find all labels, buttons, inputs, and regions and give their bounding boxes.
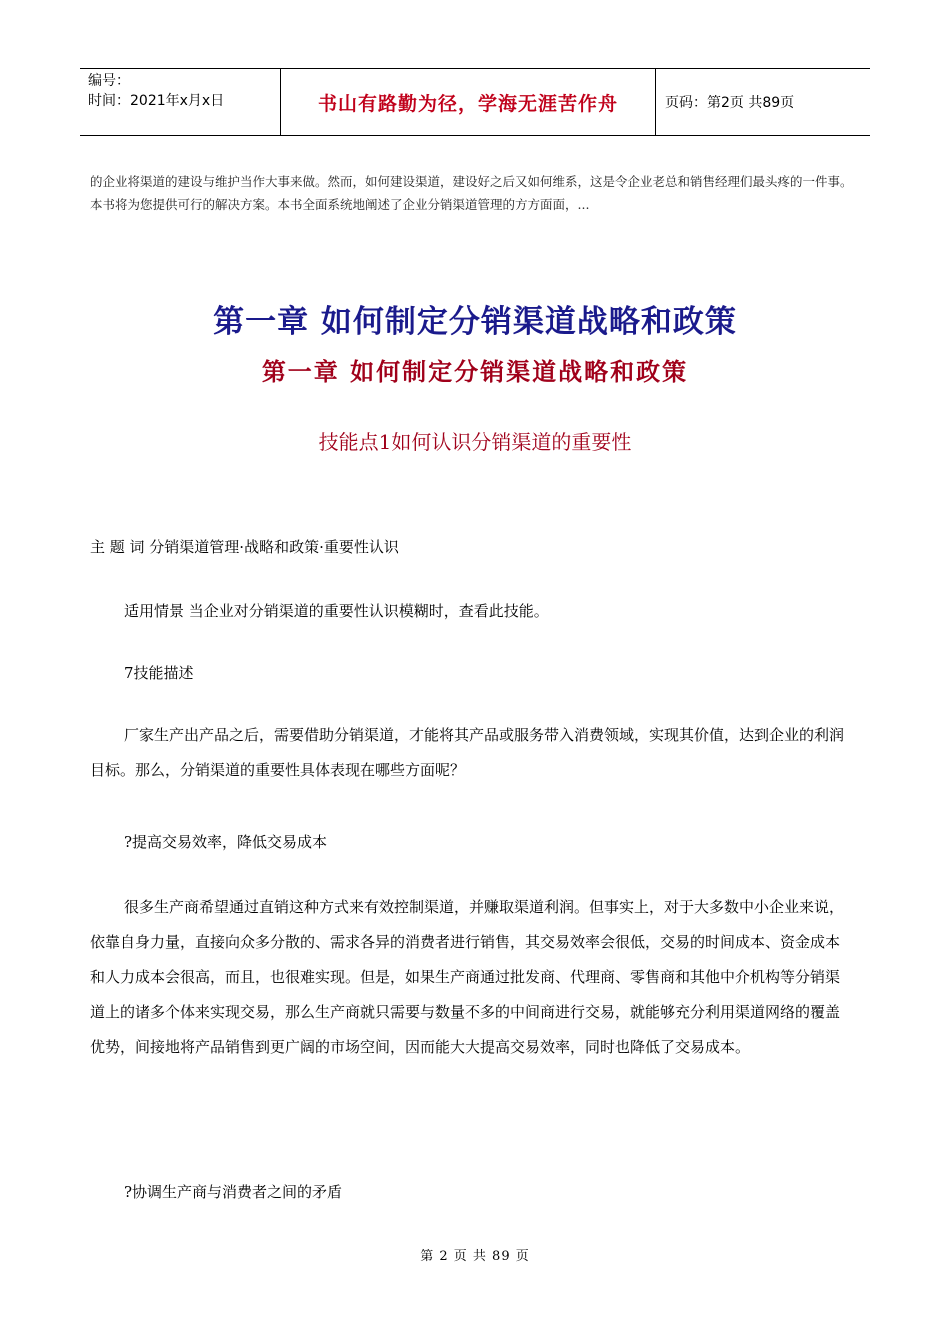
chapter-title-blue: 第一章 如何制定分销渠道战略和政策: [213, 304, 737, 340]
skill-desc-heading: 7技能描述: [124, 664, 194, 682]
header-motto: 书山有路勤为径，学海无涯苦作舟: [281, 69, 656, 135]
skill-title: 技能点1如何认识分销渠道的重要性: [318, 430, 632, 454]
date-line: 时间：2021年x月x日: [88, 93, 225, 109]
intro-paragraph: 的企业将渠道的建设与维护当作大事来做。然而，如何建设渠道，建设好之后又如何维系，这是令企业老总和销售经理们最头疼的一件事。本书将为您提供可行的解决方案。本书全面系统地阐述了企业分销渠道管理的方方面面，...: [90, 174, 853, 212]
header-meta: [80, 69, 281, 135]
page-header: [80, 68, 870, 136]
scenario-line: 适用情景 当企业对分销渠道的重要性认识模糊时，查看此技能。: [124, 602, 549, 620]
page-footer: 第 2 页 共 89 页: [420, 1249, 530, 1264]
point-heading-1: ?提高交易效率，降低交易成本: [124, 833, 328, 851]
body-paragraph-2: 很多生产商希望通过直销这种方式来有效控制渠道，并赚取渠道利润。但事实上，对于大多数中小企业来说，依靠自身力量，直接向众多分散的、需求各异的消费者进行销售，其交易效率会很低，交易的时间成本、资金成本和人力成本会很高，而且，也很难实现。但是，如果生产商通过批发商、代理商、零售商和其他中介机构等分销渠道上的诸多个体来实现交易，那么生产商就只需要与数量不多的中间商进行交易，就能够充分利用渠道网络的覆盖优势，间接地将产品销售到更广阔的市场空间，因而能大大提高交易效率，同时也降低了交易成本。: [90, 898, 845, 1056]
header-page-info: 页码：第2页 共89页: [665, 95, 795, 111]
chapter-title-red: 第一章 如何制定分销渠道战略和政策: [261, 357, 689, 386]
number-label: 编号：: [88, 73, 130, 89]
keywords-line: 主 题 词 分销渠道管理·战略和政策·重要性认识: [90, 538, 399, 556]
body-paragraph-1: 厂家生产出产品之后，需要借助分销渠道，才能将其产品或服务带入消费领域，实现其价值，达到企业的利润目标。那么，分销渠道的重要性具体表现在哪些方面呢？: [90, 726, 845, 779]
point-heading-2: ?协调生产商与消费者之间的矛盾: [124, 1183, 343, 1201]
